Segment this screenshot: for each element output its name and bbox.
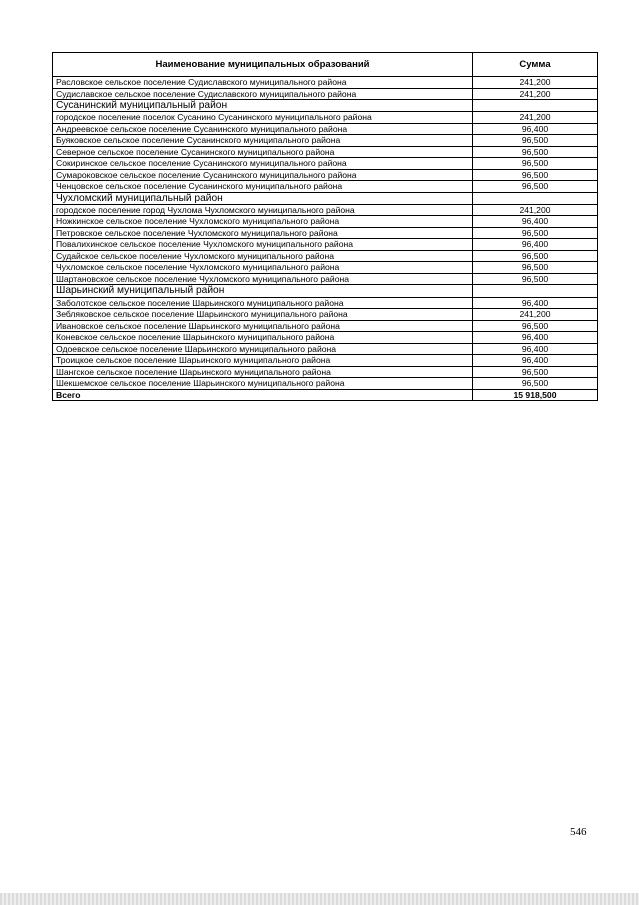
table-row: [53, 123, 598, 135]
municipality-name: Чухломское сельское поселение Чухломского муниципального района: [53, 262, 473, 274]
district-heading-row: [53, 285, 598, 297]
table-row: [53, 158, 598, 170]
municipality-name: городское поселение поселок Сусанино Сусанинского муниципального района: [53, 112, 473, 124]
column-header-sum: Сумма: [473, 53, 598, 77]
table-row: [53, 227, 598, 239]
table-row: [53, 135, 598, 147]
amount-cell: [473, 192, 598, 204]
table-row: [53, 320, 598, 332]
amount-cell: 241,200: [473, 77, 598, 89]
amount-cell: [473, 285, 598, 297]
total-sum: 15 918,500: [473, 389, 598, 401]
municipality-name: Коневское сельское поселение Шарьинского муниципального района: [53, 332, 473, 344]
table-body: [53, 77, 598, 390]
amount-cell: 96,500: [473, 146, 598, 158]
municipality-name: Одоевское сельское поселение Шарьинского муниципального района: [53, 343, 473, 355]
table-row: [53, 273, 598, 285]
municipality-name: городское поселение город Чухлома Чухломского муниципального района: [53, 204, 473, 216]
amount-cell: 96,400: [473, 343, 598, 355]
table-row: [53, 181, 598, 193]
amount-cell: 96,500: [473, 169, 598, 181]
amount-cell: 96,500: [473, 378, 598, 390]
municipality-name: Северное сельское поселение Сусанинского муниципального района: [53, 146, 473, 158]
municipality-name: Судайское сельское поселение Чухломского муниципального района: [53, 250, 473, 262]
municipality-name: Зебляковское сельское поселение Шарьинского муниципального района: [53, 309, 473, 321]
amount-cell: 96,400: [473, 332, 598, 344]
table-row: [53, 204, 598, 216]
amount-cell: 96,500: [473, 181, 598, 193]
amount-cell: 96,500: [473, 366, 598, 378]
district-heading-row: [53, 100, 598, 112]
amount-cell: 241,200: [473, 112, 598, 124]
municipality-name: Ножкинское сельское поселение Чухломского муниципального района: [53, 216, 473, 228]
table-row: [53, 77, 598, 89]
table-row: [53, 297, 598, 309]
municipality-name: Судиславское сельское поселение Судиславского муниципального района: [53, 88, 473, 100]
municipality-name: Шартановское сельское поселение Чухломского муниципального района: [53, 273, 473, 285]
column-header-name: Наименование муниципальных образований: [53, 53, 473, 77]
amount-cell: 241,200: [473, 309, 598, 321]
amount-cell: 96,400: [473, 216, 598, 228]
table-header-row: [53, 53, 598, 77]
amount-cell: [473, 100, 598, 112]
municipality-name: Заболотское сельское поселение Шарьинского муниципального района: [53, 297, 473, 309]
table-row: [53, 146, 598, 158]
district-heading-row: [53, 192, 598, 204]
municipality-name: Ченцовское сельское поселение Сусанинского муниципального района: [53, 181, 473, 193]
municipality-name: Шекшемское сельское поселение Шарьинского муниципального района: [53, 378, 473, 390]
municipality-name: Троицкое сельское поселение Шарьинского муниципального района: [53, 355, 473, 367]
table-row: [53, 216, 598, 228]
table-row: [53, 332, 598, 344]
municipality-name: Сокиринское сельское поселение Сусанинского муниципального района: [53, 158, 473, 170]
municipality-name: Петровское сельское поселение Чухломского муниципального района: [53, 227, 473, 239]
municipality-name: Шангское сельское поселение Шарьинского муниципального района: [53, 366, 473, 378]
municipality-name: Повалихинское сельское поселение Чухломского муниципального района: [53, 239, 473, 251]
amount-cell: 96,400: [473, 355, 598, 367]
table-row: [53, 250, 598, 262]
amount-cell: 241,200: [473, 204, 598, 216]
table-row: [53, 88, 598, 100]
amount-cell: 96,500: [473, 227, 598, 239]
page-number: 546: [570, 826, 587, 838]
district-name: Сусанинский муниципальный район: [53, 100, 473, 112]
municipality-name: Ивановское сельское поселение Шарьинского муниципального района: [53, 320, 473, 332]
table-row: [53, 262, 598, 274]
municipality-name: Буяковское сельское поселение Сусанинского муниципального района: [53, 135, 473, 147]
amount-cell: 96,400: [473, 123, 598, 135]
total-row: [53, 389, 598, 401]
district-name: Чухломский муниципальный район: [53, 192, 473, 204]
municipality-name: Сумароковское сельское поселение Сусанинского муниципального района: [53, 169, 473, 181]
municipality-name: Расловское сельское поселение Судиславского муниципального района: [53, 77, 473, 89]
amount-cell: 96,500: [473, 250, 598, 262]
table-row: [53, 309, 598, 321]
amount-cell: 96,500: [473, 135, 598, 147]
municipality-name: Андреевское сельское поселение Сусанинского муниципального района: [53, 123, 473, 135]
table-row: [53, 239, 598, 251]
amount-cell: 96,400: [473, 239, 598, 251]
table-row: [53, 366, 598, 378]
table-row: [53, 355, 598, 367]
amount-cell: 96,500: [473, 273, 598, 285]
table-row: [53, 112, 598, 124]
district-name: Шарьинский муниципальный район: [53, 285, 473, 297]
amount-cell: 241,200: [473, 88, 598, 100]
table-row: [53, 343, 598, 355]
municipal-allocations-table: [52, 52, 598, 401]
total-label: Всего: [53, 389, 473, 401]
scan-edge-band: [0, 893, 639, 905]
amount-cell: 96,500: [473, 158, 598, 170]
amount-cell: 96,500: [473, 262, 598, 274]
table-row: [53, 378, 598, 390]
amount-cell: 96,400: [473, 297, 598, 309]
table-row: [53, 169, 598, 181]
amount-cell: 96,500: [473, 320, 598, 332]
